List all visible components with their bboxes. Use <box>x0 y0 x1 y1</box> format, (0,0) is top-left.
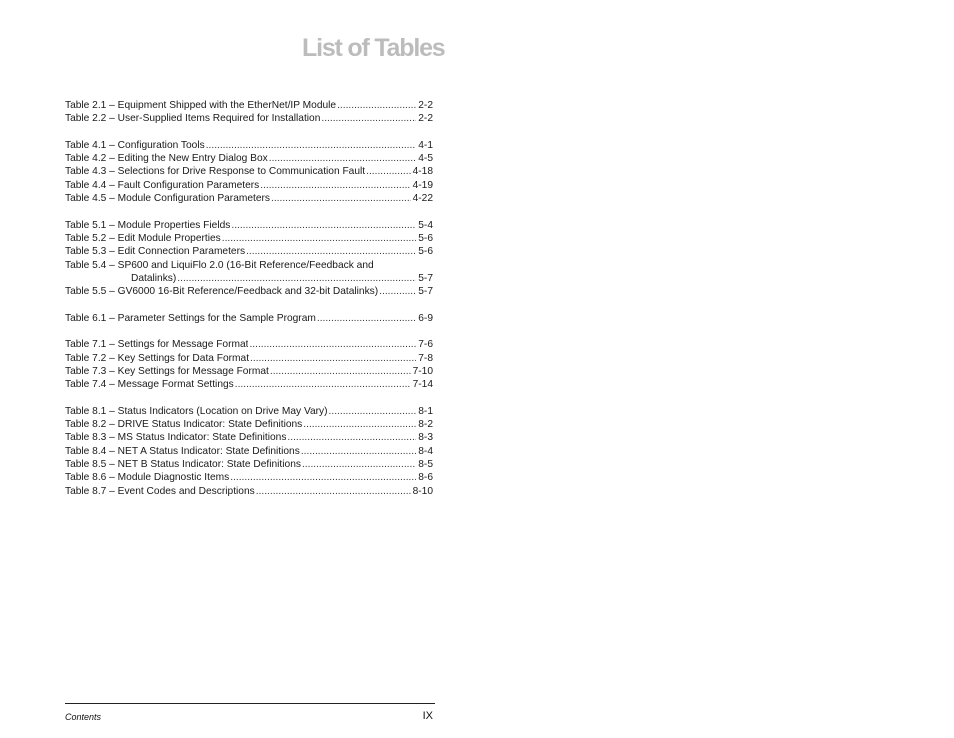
toc-entry-page: 7-14 <box>412 379 433 391</box>
toc-entry-label: Table 8.1 – Status Indicators (Location on Drive May Vary) <box>65 405 328 417</box>
dot-leader <box>260 179 410 192</box>
dot-leader <box>366 165 410 178</box>
toc-group-chapter-8 <box>65 405 433 498</box>
toc-entry-page: 8-4 <box>418 445 433 457</box>
toc-entry-label: Table 5.5 – GV6000 16-Bit Reference/Feedback and 32-bit Datalinks) <box>65 286 379 298</box>
dot-leader <box>269 152 417 165</box>
toc-entry-page: 2-2 <box>418 100 433 111</box>
toc-entry-page: 5-6 <box>418 232 433 244</box>
toc-entry-label: Table 7.2 – Key Settings for Data Format <box>65 352 250 364</box>
toc-entry-label: Table 4.3 – Selections for Drive Response to Communication Fault <box>65 166 366 178</box>
toc-entry-label-continuation: Datalinks) <box>131 272 177 284</box>
toc-entry-page: 2-2 <box>418 113 433 125</box>
dot-leader <box>317 312 416 325</box>
toc-entry-page: 7-6 <box>418 339 433 351</box>
toc-entry[interactable] <box>65 458 433 471</box>
toc-entry-label: Table 8.3 – MS Status Indicator: State Definitions <box>65 432 287 444</box>
toc-entry-label: Table 8.2 – DRIVE Status Indicator: State Definitions <box>65 419 303 431</box>
toc-entry-label: Table 4.2 – Editing the New Entry Dialog Box <box>65 153 268 165</box>
toc-entry[interactable] <box>65 99 433 112</box>
toc-entry-label: Table 4.5 – Module Configuration Parameters <box>65 193 270 205</box>
toc-entry-page: 6-9 <box>418 312 433 324</box>
toc-entry[interactable] <box>65 165 433 178</box>
dot-leader <box>250 352 416 365</box>
dot-leader <box>177 272 416 285</box>
toc-entry-page: 4-1 <box>418 139 433 151</box>
toc-entry[interactable] <box>65 285 433 298</box>
toc-group-chapter-5 <box>65 219 433 299</box>
toc-entry[interactable] <box>65 219 433 232</box>
dot-leader <box>246 245 416 258</box>
toc-entry-label: Table 8.6 – Module Diagnostic Items <box>65 472 230 484</box>
toc-entry-label: Table 4.1 – Configuration Tools <box>65 139 205 151</box>
toc-entry[interactable] <box>65 152 433 165</box>
toc-entry[interactable] <box>65 352 433 365</box>
toc-entry-label: Table 5.2 – Edit Module Properties <box>65 232 221 244</box>
toc-entry[interactable] <box>65 378 433 391</box>
dot-leader <box>287 431 416 444</box>
toc-group-chapter-6 <box>65 312 433 325</box>
toc-group-chapter-4 <box>65 139 433 205</box>
dot-leader <box>270 365 411 378</box>
footer-section-label: Contents <box>65 712 102 722</box>
toc-entry-page: 8-1 <box>418 405 433 417</box>
toc-entry-page: 5-4 <box>418 219 433 231</box>
toc-entry-page: 4-5 <box>418 153 433 165</box>
table-of-contents <box>65 99 433 511</box>
dot-leader <box>231 219 416 232</box>
toc-entry-label: Table 7.3 – Key Settings for Message Format <box>65 365 269 377</box>
dot-leader <box>329 405 417 418</box>
dot-leader <box>301 445 416 458</box>
toc-entry[interactable] <box>65 179 433 192</box>
page-title: List of Tables <box>302 34 445 62</box>
toc-entry-label: Table 7.4 – Message Format Settings <box>65 379 234 391</box>
toc-entry[interactable] <box>65 259 433 286</box>
toc-group-chapter-7 <box>65 338 433 391</box>
dot-leader <box>249 338 416 351</box>
toc-entry[interactable] <box>65 471 433 484</box>
dot-leader <box>303 418 416 431</box>
toc-entry-page: 8-5 <box>418 459 433 471</box>
toc-group-chapter-2 <box>65 99 433 126</box>
toc-entry-page: 8-10 <box>412 485 433 497</box>
toc-entry-label: Table 7.1 – Settings for Message Format <box>65 339 249 351</box>
toc-entry-page: 4-18 <box>412 166 433 178</box>
toc-entry[interactable] <box>65 431 433 444</box>
dot-leader <box>321 112 416 125</box>
dot-leader <box>230 471 416 484</box>
toc-entry-page: 8-3 <box>418 432 433 444</box>
toc-entry-label: Table 5.3 – Edit Connection Parameters <box>65 246 246 258</box>
toc-entry-label: Table 8.5 – NET B Status Indicator: State Definitions <box>65 459 301 471</box>
toc-entry-page: 7-8 <box>418 352 433 364</box>
dot-leader <box>302 458 416 471</box>
footer-divider <box>65 703 435 704</box>
footer-page-number: IX <box>422 710 433 722</box>
toc-entry-label: Table 8.7 – Event Codes and Descriptions <box>65 485 255 497</box>
toc-entry-label: Table 8.4 – NET A Status Indicator: State Definitions <box>65 445 300 457</box>
toc-entry[interactable] <box>65 365 433 378</box>
toc-entry[interactable] <box>65 192 433 205</box>
toc-entry-page: 8-6 <box>418 472 433 484</box>
toc-entry[interactable] <box>65 139 433 152</box>
toc-entry[interactable] <box>65 445 433 458</box>
toc-entry-page: 8-2 <box>418 419 433 431</box>
toc-entry-label: Table 2.1 – Equipment Shipped with the EtherNet/IP Module <box>65 100 337 111</box>
toc-entry-label: Table 4.4 – Fault Configuration Parameters <box>65 179 260 191</box>
dot-leader <box>222 232 417 245</box>
toc-entry-page: 4-19 <box>412 179 433 191</box>
dot-leader <box>235 378 411 391</box>
toc-entry[interactable] <box>65 245 433 258</box>
dot-leader <box>206 139 417 152</box>
toc-entry-page: 5-7 <box>418 286 433 298</box>
toc-entry-page: 4-22 <box>412 193 433 205</box>
dot-leader <box>379 285 416 298</box>
toc-entry[interactable] <box>65 418 433 431</box>
dot-leader <box>271 192 411 205</box>
dot-leader <box>256 485 411 498</box>
toc-entry[interactable] <box>65 112 433 125</box>
toc-entry-label: Table 5.4 – SP600 and LiquiFlo 2.0 (16-Bit Reference/Feedback and <box>65 259 374 271</box>
toc-entry-page: 7-10 <box>412 365 433 377</box>
toc-entry-page: 5-7 <box>418 272 433 284</box>
toc-entry[interactable] <box>65 485 433 498</box>
toc-entry[interactable] <box>65 338 433 351</box>
dot-leader <box>337 99 416 112</box>
toc-entry[interactable] <box>65 232 433 245</box>
toc-entry-label: Table 2.2 – User-Supplied Items Required for Installation <box>65 113 321 125</box>
toc-entry[interactable] <box>65 312 433 325</box>
toc-entry[interactable] <box>65 405 433 418</box>
toc-entry-label: Table 6.1 – Parameter Settings for the Sample Program <box>65 312 316 324</box>
toc-entry-page: 5-6 <box>418 246 433 258</box>
toc-entry-label: Table 5.1 – Module Properties Fields <box>65 219 231 231</box>
